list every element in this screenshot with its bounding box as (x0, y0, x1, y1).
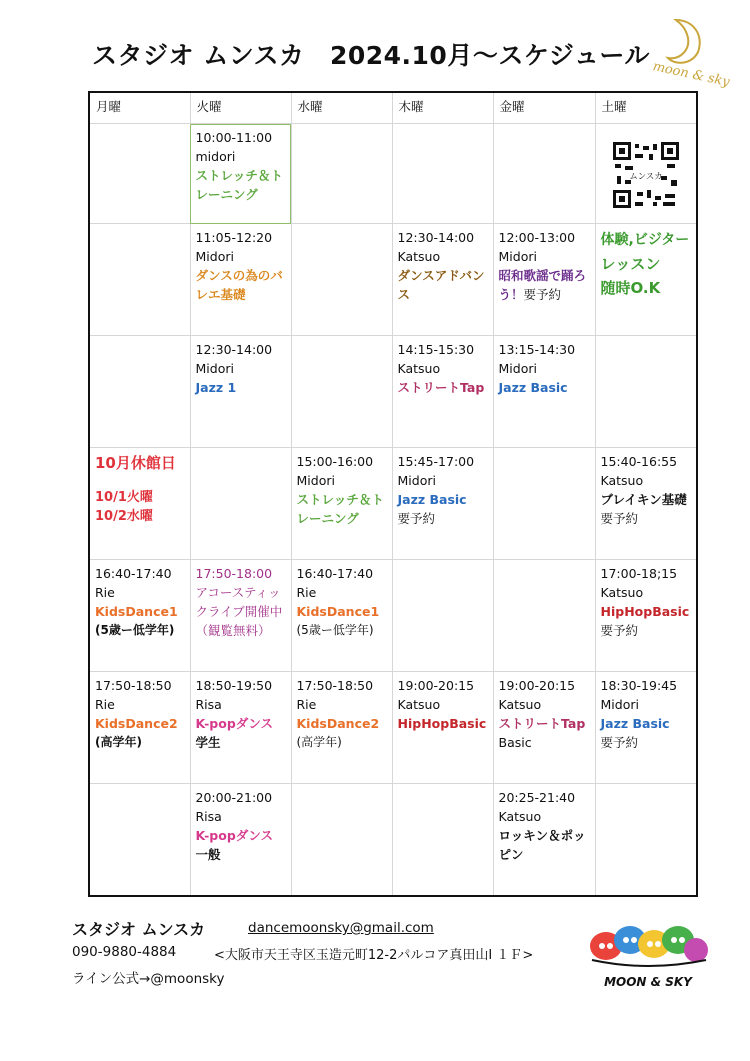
class-cell (493, 784, 595, 897)
class-teacher: Midori (498, 249, 537, 264)
class-teacher: Rie (95, 585, 115, 600)
event-time: 17:50-18:00 (195, 566, 273, 581)
live-event-cell (190, 560, 291, 672)
class-name: ブレイキン基礎 (600, 492, 687, 507)
studio-name: スタジオ ムンスカ (72, 920, 206, 939)
day-monday: 月曜 (89, 92, 190, 124)
age-note: (高学年) (95, 735, 142, 749)
cell-empty (595, 336, 697, 448)
class-time: 15:00-16:00 (296, 454, 374, 469)
class-name: Jazz Basic (498, 380, 568, 395)
cell-empty (595, 784, 697, 897)
class-teacher: Midori (498, 361, 537, 376)
reservation-note: 要予約 (600, 623, 639, 638)
class-teacher: Midori (195, 361, 234, 376)
class-cell (291, 672, 392, 784)
age-note: (高学年) (296, 735, 342, 749)
schedule-row-2 (89, 224, 697, 336)
class-time: 18:50-19:50 (195, 678, 273, 693)
schedule-table (88, 91, 698, 897)
class-time: 10:00-11:00 (195, 130, 273, 145)
reservation-note: 要予約 (523, 287, 562, 302)
class-teacher: Katsuo (498, 697, 542, 712)
class-cell (493, 672, 595, 784)
class-time: 19:00-20:15 (397, 678, 475, 693)
class-cell (392, 224, 493, 336)
cell-empty (392, 124, 493, 224)
class-name: HipHopBasic (397, 716, 487, 731)
phone-number[interactable]: 090-9880-4884 (72, 944, 177, 960)
studio-address: <大阪市天王寺区玉造元町12-2パルコア真田山I １Ｆ> (214, 948, 534, 963)
class-teacher: Risa (195, 809, 222, 824)
class-time: 15:40-16:55 (600, 454, 678, 469)
class-cell (190, 672, 291, 784)
closed-day-1: 10/1火曜 (95, 490, 153, 505)
class-time: 16:40-17:40 (95, 566, 172, 581)
class-cell (190, 124, 291, 224)
reservation-note: 要予約 (600, 735, 639, 750)
class-name: KidsDance2 (296, 716, 380, 731)
class-time: 14:15-15:30 (397, 342, 475, 357)
class-name: KidsDance1 (296, 604, 380, 619)
closed-day-2: 10/2水曜 (95, 509, 153, 524)
class-time: 12:30-14:00 (195, 342, 273, 357)
class-name: 昭和歌謡で踊ろう！ (498, 268, 587, 302)
class-cell (291, 560, 392, 672)
class-time: 17:50-18:50 (95, 678, 172, 693)
class-time: 13:15-14:30 (498, 342, 576, 357)
lesson-text: レッスン (600, 255, 661, 273)
qr-code-icon[interactable] (613, 142, 679, 208)
trial-info-cell (595, 224, 697, 336)
event-description: アコースティックライブ開催中 (195, 585, 283, 619)
day-wednesday: 水曜 (291, 92, 392, 124)
class-teacher: Katsuo (397, 697, 441, 712)
class-teacher: midori (195, 149, 236, 164)
moon-sky-logo (646, 14, 731, 92)
class-teacher: Rie (296, 697, 317, 712)
class-time: 12:00-13:00 (498, 230, 576, 245)
class-cell (190, 336, 291, 448)
day-tuesday: 火曜 (190, 92, 291, 124)
class-teacher: Katsuo (600, 585, 644, 600)
cell-empty (89, 784, 190, 897)
class-time: 18:30-19:45 (600, 678, 678, 693)
class-name: Jazz Basic (600, 716, 670, 731)
line-official-account[interactable]: ライン公式→@moonsky (72, 971, 225, 987)
class-name: ストリートTap (397, 380, 485, 395)
day-thursday: 木曜 (392, 92, 493, 124)
trial-visitor-text: 体験,ビジター (600, 232, 690, 248)
class-time: 20:00-21:00 (195, 790, 273, 805)
class-name: ストリートTap (498, 716, 586, 731)
class-teacher: Katsuo (397, 361, 441, 376)
age-note: (5歳ー低学年) (95, 623, 175, 637)
reservation-note: 要予約 (397, 511, 436, 526)
class-teacher: Katsuo (498, 809, 542, 824)
class-name: K-popダンス (195, 828, 274, 843)
audience-note: 学生 (195, 735, 221, 750)
class-cell (190, 784, 291, 897)
closed-days-cell (89, 448, 190, 560)
cell-empty (190, 448, 291, 560)
schedule-row-1 (89, 124, 697, 224)
class-name: KidsDance2 (95, 716, 178, 731)
schedule-row-4 (89, 448, 697, 560)
class-cell (493, 336, 595, 448)
schedule-row-5 (89, 560, 697, 672)
class-time: 19:00-20:15 (498, 678, 576, 693)
class-teacher: Katsuo (600, 473, 644, 488)
closed-days-title: 10月休館日 (95, 454, 176, 472)
class-name: ストレッチ＆トレーニング (296, 492, 384, 526)
class-name: Jazz 1 (195, 380, 237, 395)
class-teacher: Katsuo (397, 249, 441, 264)
class-cell (89, 672, 190, 784)
age-note: (5歳ー低学年) (296, 623, 374, 637)
event-admission: （観覧無料） (195, 623, 271, 638)
cell-empty (291, 336, 392, 448)
class-teacher: Midori (296, 473, 335, 488)
class-time: 11:05-12:20 (195, 230, 273, 245)
cell-empty (493, 560, 595, 672)
reservation-note: 要予約 (600, 511, 639, 526)
class-name: HipHopBasic (600, 604, 690, 619)
class-teacher: Midori (600, 697, 639, 712)
day-saturday: 土曜 (595, 92, 697, 124)
qr-cell (595, 124, 697, 224)
class-time: 17:00-18;15 (600, 566, 678, 581)
email-link[interactable]: dancemoonsky@gmail.com (248, 920, 434, 936)
class-teacher: Risa (195, 697, 222, 712)
class-name: KidsDance1 (95, 604, 178, 619)
class-cell (595, 448, 697, 560)
class-cell (392, 672, 493, 784)
cell-empty (89, 336, 190, 448)
class-time: 12:30-14:00 (397, 230, 475, 245)
cell-empty (291, 784, 392, 897)
schedule-row-3 (89, 336, 697, 448)
cell-empty (493, 124, 595, 224)
cell-empty (392, 784, 493, 897)
cell-empty (291, 124, 392, 224)
cell-empty (493, 448, 595, 560)
qr-label: ムンスカ (629, 171, 663, 181)
day-friday: 金曜 (493, 92, 595, 124)
class-teacher: Rie (296, 585, 317, 600)
class-time: 15:45-17:00 (397, 454, 475, 469)
class-time: 20:25-21:40 (498, 790, 576, 805)
cell-empty (392, 560, 493, 672)
class-cell (595, 560, 697, 672)
class-name: ダンスの為のバレエ基礎 (195, 268, 283, 302)
class-cell (392, 448, 493, 560)
cell-empty (89, 124, 190, 224)
moon-and-sky-mascot-logo (586, 916, 710, 990)
page-title: スタジオ ムンスカ 2024.10月〜スケジュール (92, 41, 650, 70)
class-level-note: Basic (498, 735, 532, 750)
logo-text-bottom: MOON & SKY (604, 975, 692, 989)
class-name: Jazz Basic (397, 492, 467, 507)
class-name: ロッキン＆ポッピン (498, 828, 586, 862)
cell-empty (89, 224, 190, 336)
schedule-row-7 (89, 784, 697, 897)
class-time: 17:50-18:50 (296, 678, 374, 693)
class-cell (595, 672, 697, 784)
cell-empty (291, 224, 392, 336)
class-teacher: Rie (95, 697, 115, 712)
logo-text-top: moon & sky (651, 59, 731, 91)
class-cell (291, 448, 392, 560)
anytime-ok-text: 随時O.K (600, 279, 661, 297)
weekday-header-row (89, 92, 697, 124)
class-cell (493, 224, 595, 336)
class-teacher: Midori (195, 249, 234, 264)
class-cell (89, 560, 190, 672)
class-name: ダンスアドバンス (397, 268, 485, 302)
class-teacher: Midori (397, 473, 436, 488)
audience-note: 一般 (195, 847, 221, 862)
class-cell (392, 336, 493, 448)
class-cell (190, 224, 291, 336)
class-name: K-popダンス (195, 716, 274, 731)
class-name: ストレッチ＆トレーニング (195, 168, 283, 202)
class-time: 16:40-17:40 (296, 566, 374, 581)
schedule-row-6 (89, 672, 697, 784)
